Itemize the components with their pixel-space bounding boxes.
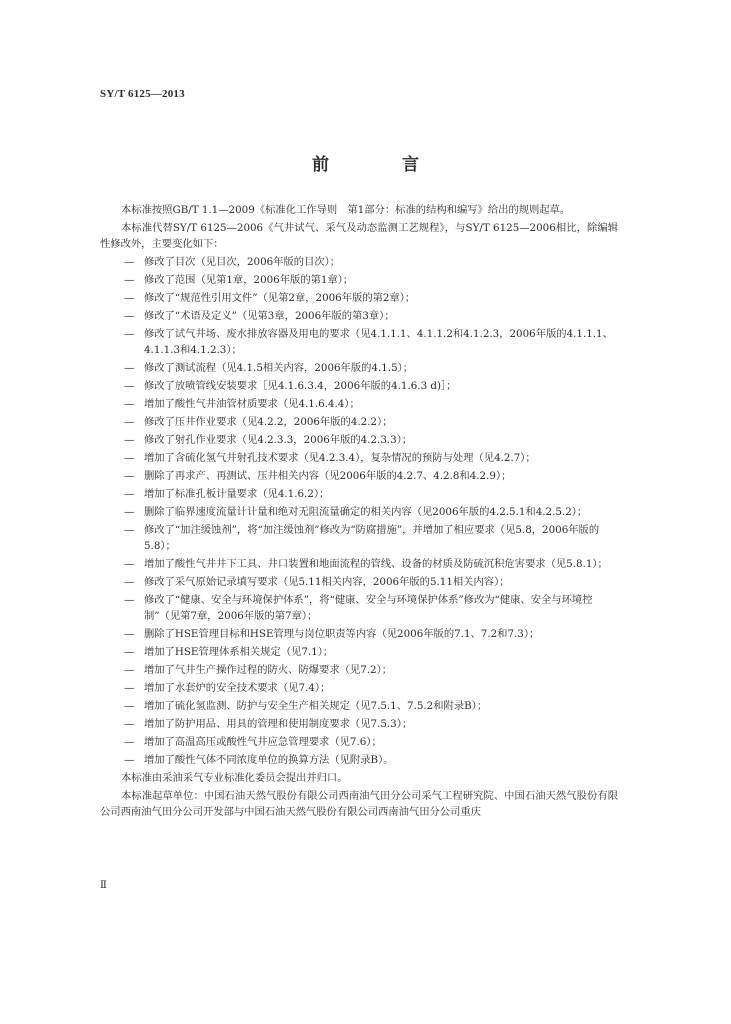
change-text: 增加了防护用品、用具的管理和使用制度要求（见7.5.3）；	[144, 718, 413, 730]
change-list-item	[100, 680, 618, 696]
list-dash-marker: —	[124, 470, 135, 482]
list-dash-marker: —	[124, 506, 135, 518]
change-list-item	[100, 290, 618, 306]
change-list-item	[100, 662, 618, 678]
change-text: 删除了再求产、再测试、压井相关内容（见2006年版的4.2.7、4.2.8和4.2.9）；	[144, 470, 512, 482]
list-dash-marker: —	[124, 646, 135, 658]
change-list-item	[100, 556, 618, 572]
change-list-item	[100, 326, 618, 358]
change-text: 增加了高温高压或酸性气井应急管理要求（见7.6）；	[144, 736, 382, 748]
list-dash-marker: —	[124, 682, 135, 694]
list-dash-marker: —	[124, 274, 135, 286]
change-list-item	[100, 752, 618, 768]
change-list-item	[100, 626, 618, 642]
change-list-item	[100, 396, 618, 412]
list-dash-marker: —	[124, 328, 135, 340]
change-list-item	[100, 644, 618, 660]
list-dash-marker: —	[124, 380, 135, 392]
list-dash-marker: —	[124, 362, 135, 374]
closing-paragraph: 本标准起草单位：中国石油天然气股份有限公司西南油气田分公司采气工程研究院、中国石油天然气股份有限公司西南油气田分公司开发部与中国石油天然气股份有限公司西南油气田分公司重庆	[100, 790, 618, 818]
change-list-item	[100, 716, 618, 732]
changes-list	[100, 254, 618, 768]
change-list-item	[100, 254, 618, 270]
list-dash-marker: —	[124, 576, 135, 588]
change-text: 增加了气井生产操作过程的防火、防爆要求（见7.2）；	[144, 664, 393, 676]
list-dash-marker: —	[124, 398, 135, 410]
list-dash-marker: —	[124, 416, 135, 428]
change-text: 修改了测试流程（见4.1.5相关内容，2006年版的4.1.5）；	[144, 362, 414, 374]
intro-paragraph: 本标准代替SY/T 6125—2006《气井试气、采气及动态监测工艺规程》，与SY/T 6125—2006相比，除编辑性修改外，主要变化如下：	[100, 222, 618, 250]
list-dash-marker: —	[124, 594, 135, 606]
change-text: 修改了“规范性引用文件”（见第2章，2006年版的第2章）；	[144, 292, 416, 304]
change-text: 增加了酸性气井井下工具、井口装置和地面流程的管线、设备的材质及防硫沉积危害要求（见5.8.1）；	[144, 558, 608, 570]
list-dash-marker: —	[124, 488, 135, 500]
change-text: 增加了HSE管理体系相关规定（见7.1）；	[144, 646, 334, 658]
change-list-item	[100, 574, 618, 590]
change-text: 修改了范围（见第1章，2006年版的第1章）；	[144, 274, 354, 286]
change-text: 增加了含硫化氢气井射孔技术要求（见4.2.3.4），复杂情况的预防与处理（见4.2.7）；	[144, 452, 536, 464]
change-list-item	[100, 468, 618, 484]
preface-body	[100, 202, 618, 822]
change-list-item	[100, 450, 618, 466]
list-dash-marker: —	[124, 700, 135, 712]
list-dash-marker: —	[124, 718, 135, 730]
change-list-item	[100, 432, 618, 448]
change-list-item	[100, 734, 618, 750]
change-list-item	[100, 360, 618, 376]
change-text: 增加了酸性气体不同浓度单位的换算方法（见附录B）。	[144, 754, 394, 766]
change-text: 删除了HSE管理目标和HSE管理与岗位职责等内容（见2006年版的7.1、7.2和7.3）；	[144, 628, 540, 640]
standard-code-header: SY/T 6125—2013	[100, 88, 185, 100]
change-text: 修改了射孔作业要求（见4.2.3.3，2006年版的4.2.3.3）；	[144, 434, 413, 446]
closing-paragraph: 本标准由采油采气专业标准化委员会提出并归口。	[121, 772, 348, 784]
list-dash-marker: —	[124, 452, 135, 464]
list-dash-marker: —	[124, 434, 135, 446]
change-text: 修改了目次（见目次，2006年版的目次）；	[144, 256, 341, 268]
change-list-item	[100, 378, 618, 394]
change-text: 增加了硫化氢监测、防护与安全生产相关规定（见7.5.1、7.5.2和附录B）；	[144, 700, 488, 712]
change-text: 修改了放喷管线安装要求［见4.1.6.3.4，2006年版的4.1.6.3 d)］；	[144, 380, 457, 392]
page-title: 前 言	[312, 155, 447, 175]
list-dash-marker: —	[124, 524, 135, 536]
change-list-item	[100, 522, 618, 554]
change-text: 删除了临界速度流量计计量和绝对无阻流量确定的相关内容（见2006年版的4.2.5.1和4.2.5.2）；	[144, 506, 588, 518]
change-list-item	[100, 592, 618, 624]
list-dash-marker: —	[124, 256, 135, 268]
change-text: 修改了压井作业要求（见4.2.2，2006年版的4.2.2）；	[144, 416, 393, 428]
list-dash-marker: —	[124, 292, 135, 304]
list-dash-marker: —	[124, 628, 135, 640]
page-number: Ⅱ	[100, 880, 107, 891]
list-dash-marker: —	[124, 310, 135, 322]
change-text: 修改了采气原始记录填写要求（见5.11相关内容，2006年版的5.11相关内容）；	[144, 576, 510, 588]
change-text: 修改了试气井场、废水排放容器及用电的要求（见4.1.1.1、4.1.1.2和4.1.2.3，2006年版的4.1.1.1、4.1.1.3和4.1.2.3）；	[144, 328, 613, 356]
list-dash-marker: —	[124, 736, 135, 748]
change-list-item	[100, 698, 618, 714]
change-text: 增加了水套炉的安全技术要求（见7.4）；	[144, 682, 331, 694]
change-text: 修改了“健康、安全与环境保护体系”，将“健康、安全与环境保护体系”修改为“健康、安全与环境控制”（见第7章，2006年版的第7章）；	[144, 594, 593, 622]
change-text: 修改了“加注缓蚀剂”，将“加注缓蚀剂”修改为“防腐措施”，并增加了相应要求（见5.8，2006年版的5.8）；	[144, 524, 600, 552]
intro-paragraph: 本标准按照GB/T 1.1—2009《标准化工作导则 第1部分：标准的结构和编写》给出的规则起草。	[121, 204, 571, 216]
change-text: 增加了酸性气井油管材质要求（见4.1.6.4.4）；	[144, 398, 360, 410]
change-list-item	[100, 272, 618, 288]
change-text: 修改了“术语及定义”（见第3章，2006年版的第3章）；	[144, 310, 395, 322]
list-dash-marker: —	[124, 664, 135, 676]
change-list-item	[100, 486, 618, 502]
change-text: 增加了标准孔板计量要求（见4.1.6.2）；	[144, 488, 330, 500]
change-list-item	[100, 504, 618, 520]
list-dash-marker: —	[124, 558, 135, 570]
change-list-item	[100, 308, 618, 324]
list-dash-marker: —	[124, 754, 135, 766]
change-list-item	[100, 414, 618, 430]
